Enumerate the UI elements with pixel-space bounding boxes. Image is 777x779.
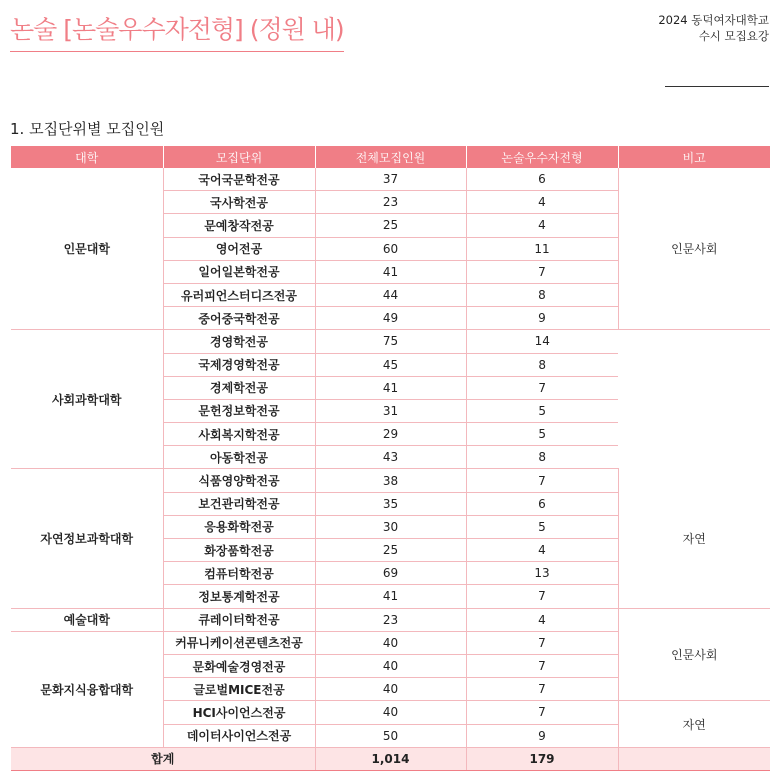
total-cell: 75 [315,330,466,353]
college-cell: 자연정보과학대학 [11,469,163,608]
total-cell: 40 [315,678,466,701]
essay-cell: 14 [466,330,618,353]
section-title: 1. 모집단위별 모집인원 [10,120,165,138]
divider [665,86,769,87]
doc-info [658,12,769,44]
page-title: 논술 [논술우수자전형] (정원 내) [10,10,344,52]
essay-cell: 5 [466,515,618,538]
total-cell: 37 [315,168,466,191]
total-cell: 35 [315,492,466,515]
table-row [11,608,770,631]
essay-cell: 5 [466,399,618,422]
unit-cell: 국사학전공 [163,191,315,214]
unit-cell: 데이터사이언스전공 [163,724,315,747]
total-label: 합계 [11,747,315,770]
total-cell: 38 [315,469,466,492]
total-cell: 41 [315,260,466,283]
total-cell: 25 [315,214,466,237]
essay-cell: 4 [466,191,618,214]
unit-cell: 일어일본학전공 [163,260,315,283]
total-cell: 40 [315,701,466,724]
unit-cell: 아동학전공 [163,446,315,469]
college-cell: 예술대학 [11,608,163,631]
total-cell: 41 [315,376,466,399]
essay-cell: 9 [466,724,618,747]
unit-cell: 사회복지학전공 [163,423,315,446]
unit-cell: HCI사이언스전공 [163,701,315,724]
total-cell: 31 [315,399,466,422]
essay-cell: 7 [466,678,618,701]
unit-cell: 정보통계학전공 [163,585,315,608]
note-cell: 인문사회 [618,168,770,330]
col-unit: 모집단위 [163,146,315,168]
college-cell: 인문대학 [11,168,163,330]
total-cell: 40 [315,631,466,654]
table-row [11,168,770,191]
unit-cell: 식품영양학전공 [163,469,315,492]
unit-cell: 문헌정보학전공 [163,399,315,422]
college-cell: 사회과학대학 [11,330,163,469]
note-cell: 자연 [618,469,770,608]
unit-cell: 경영학전공 [163,330,315,353]
total-cell: 44 [315,283,466,306]
unit-cell: 화장품학전공 [163,539,315,562]
total-cell: 69 [315,562,466,585]
unit-cell: 국제경영학전공 [163,353,315,376]
total-cell: 50 [315,724,466,747]
essay-cell: 7 [466,469,618,492]
essay-cell: 13 [466,562,618,585]
total-cell: 29 [315,423,466,446]
unit-cell: 중어중국학전공 [163,307,315,330]
total-cell: 45 [315,353,466,376]
unit-cell: 유러피언스터디즈전공 [163,283,315,306]
note-cell: 인문사회 [618,608,770,701]
col-essay: 논술우수자전형 [466,146,618,168]
unit-cell: 국어국문학전공 [163,168,315,191]
unit-cell: 영어전공 [163,237,315,260]
essay-cell: 4 [466,214,618,237]
total-note [618,747,770,770]
essay-cell: 8 [466,283,618,306]
school-name: 2024 동덕여자대학교 [658,13,769,27]
essay-cell: 4 [466,539,618,562]
essay-cell: 9 [466,307,618,330]
essay-cell: 7 [466,701,618,724]
total-cell: 43 [315,446,466,469]
total-cell: 23 [315,191,466,214]
unit-cell: 경제학전공 [163,376,315,399]
essay-cell: 8 [466,353,618,376]
col-total: 전체모집인원 [315,146,466,168]
note-cell: 자연 [618,701,770,747]
essay-cell: 11 [466,237,618,260]
total-cell: 23 [315,608,466,631]
essay-cell: 4 [466,608,618,631]
col-college: 대학 [11,146,163,168]
unit-cell: 문화예술경영전공 [163,654,315,677]
total-cell: 30 [315,515,466,538]
unit-cell: 응용화학전공 [163,515,315,538]
essay-cell: 6 [466,492,618,515]
essay-cell: 6 [466,168,618,191]
essay-cell: 7 [466,260,618,283]
doc-name: 수시 모집요강 [698,29,769,43]
unit-cell: 컴퓨터학전공 [163,562,315,585]
total-cell: 41 [315,585,466,608]
essay-sum: 179 [466,747,618,770]
unit-cell: 글로벌MICE전공 [163,678,315,701]
essay-cell: 7 [466,585,618,608]
table-row [11,469,770,492]
total-cell: 60 [315,237,466,260]
unit-cell: 커뮤니케이션콘텐츠전공 [163,631,315,654]
essay-cell: 7 [466,376,618,399]
essay-cell: 8 [466,446,618,469]
table-header [11,146,770,168]
total-cell: 49 [315,307,466,330]
essay-cell: 7 [466,631,618,654]
unit-cell: 큐레이터학전공 [163,608,315,631]
unit-cell: 보건관리학전공 [163,492,315,515]
total-cell: 25 [315,539,466,562]
total-cell: 40 [315,654,466,677]
admission-table [11,146,770,771]
essay-cell: 5 [466,423,618,446]
unit-cell: 문예창작전공 [163,214,315,237]
table-row [11,330,770,353]
total-row [11,747,770,770]
college-cell: 문화지식융합대학 [11,631,163,747]
total-sum: 1,014 [315,747,466,770]
col-note: 비고 [618,146,770,168]
essay-cell: 7 [466,654,618,677]
